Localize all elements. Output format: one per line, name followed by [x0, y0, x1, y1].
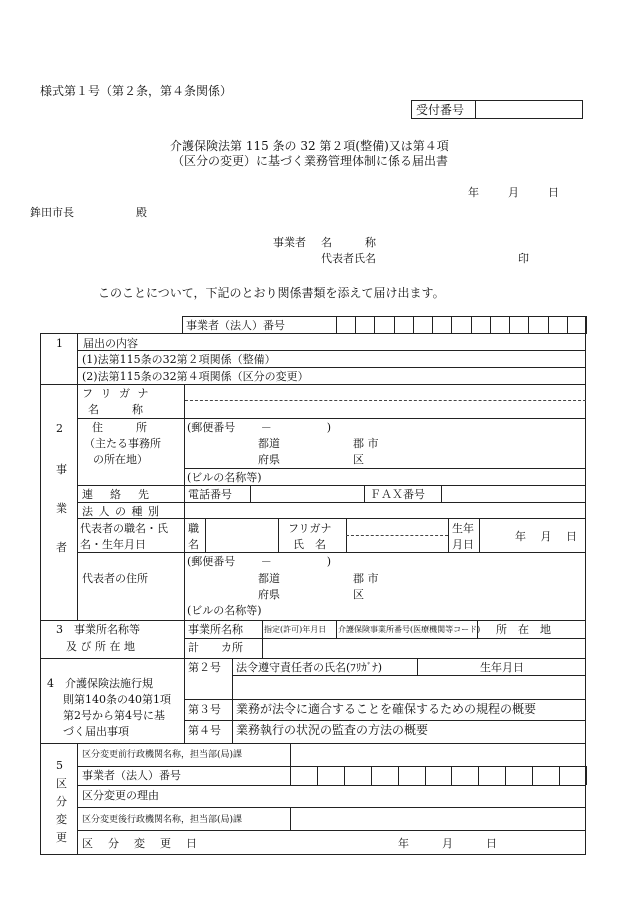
s5-number: 5	[56, 759, 63, 772]
corp-number-digit-cell[interactable]	[433, 317, 450, 333]
postal-code: (郵便番号 － )	[187, 421, 332, 434]
corp-number-digit-cell[interactable]	[375, 317, 392, 333]
corp-type-field[interactable]	[186, 503, 584, 517]
corp-number-cell-divider	[586, 316, 587, 334]
furigana-field[interactable]	[186, 386, 584, 399]
shoku-divider	[205, 518, 206, 552]
fax-label: ＦＡＸ番号	[370, 488, 425, 501]
company-name-field[interactable]	[186, 402, 584, 416]
designation-date-label: 指定(許可)年月日	[264, 625, 327, 634]
s5-corp-number-digit-cell[interactable]	[452, 767, 477, 784]
s5-vertical-3: 変	[56, 813, 67, 826]
prev-agency-field[interactable]	[292, 745, 584, 764]
form-number-label: 様式第１号（第２条，第４条関係）	[40, 84, 233, 98]
s1-line-1	[77, 350, 586, 351]
title-line-2: （区分の変更）に基づく業務管理体制に係る届出書	[172, 154, 449, 168]
reason-field[interactable]	[186, 787, 584, 805]
reason-label: 区分変更の理由	[82, 789, 159, 802]
todo-label: 都道	[258, 437, 280, 450]
s5-vertical-4: 更	[56, 831, 67, 844]
corp-number-digit-cell[interactable]	[414, 317, 431, 333]
rep-postal-code: (郵便番号 － )	[187, 555, 332, 568]
office-number-label: 介護保険事業所番号(医療機関等コード)	[338, 625, 481, 634]
next-agency-field[interactable]	[292, 809, 584, 828]
fax-divider-left	[364, 485, 365, 502]
art2-birth-label: 生年月日	[480, 661, 524, 674]
art3-text: 業務が法令に適合することを確保するための規程の概要	[236, 702, 537, 716]
s5-corp-number-label: 事業者（法人）番号	[82, 769, 181, 782]
s4-label-4: づく届出事項	[63, 725, 129, 738]
s3-label-2: 及 び 所 在 地	[66, 640, 135, 653]
s3-mid-line	[184, 638, 586, 639]
rep-address-label: 代表者の住所	[82, 572, 148, 585]
address-label: 住 所	[92, 421, 147, 434]
s5-corp-number-digit-cell[interactable]	[372, 767, 397, 784]
phone-divider	[250, 485, 251, 502]
corp-type-label: 法 人 の 種 別	[82, 505, 160, 518]
birth-label-2: 月日	[452, 538, 474, 551]
corp-number-label: 事業者（法人）番号	[186, 319, 285, 332]
birth-value-divider	[479, 518, 480, 552]
art4-label: 第４号	[188, 724, 221, 737]
furigana-label: フ リ ガ ナ	[82, 387, 151, 400]
intro-text: このことについて，下記のとおり関係書類を添えて届け出ます。	[98, 286, 445, 300]
s1-line-2	[77, 367, 586, 368]
rep-ku-label: 区	[353, 588, 364, 601]
corp-number-digit-cell[interactable]	[337, 317, 354, 333]
s5-corp-number-digit-cell[interactable]	[506, 767, 531, 784]
art3-bottom	[184, 720, 586, 721]
applicant-label: 事業者	[273, 236, 306, 249]
next-agency-label: 区分変更後行政機関名称，担当部(局)課	[82, 815, 243, 825]
ku-label: 区	[353, 453, 364, 466]
rep-shimei-label: 氏 名	[293, 538, 326, 551]
s3-label-1: 3 事業所名称等	[56, 623, 140, 636]
applicant-name-label: 名 称	[321, 236, 376, 249]
rep-title-divider	[278, 518, 279, 552]
s5-corp-number-digit-cell[interactable]	[479, 767, 504, 784]
corp-number-digit-cell[interactable]	[491, 317, 508, 333]
representative-name-label: 代表者氏名	[321, 252, 376, 265]
location-label: 所 在 地	[496, 623, 551, 636]
rep-gun-shi-label: 郡 市	[353, 572, 379, 585]
s5-corp-number-cell-divider	[586, 766, 587, 785]
corp-number-digit-cell[interactable]	[472, 317, 489, 333]
corp-number-digit-cell[interactable]	[452, 317, 469, 333]
phone-field[interactable]	[252, 486, 362, 501]
art2-text: 法令遵守責任者の氏名(ﾌﾘｶﾞﾅ)	[236, 661, 383, 674]
s2-vertical-2: 業	[56, 502, 67, 515]
title-line-1: 介護保険法第 115 条の 32 第２項(整備)又は第４項	[170, 139, 449, 153]
s4-label-3: 第2号から第4号に基	[63, 709, 165, 722]
corp-type-bottom	[77, 518, 586, 519]
s5-corp-number-digit-cell[interactable]	[345, 767, 370, 784]
s5-corp-number-digit-cell[interactable]	[291, 767, 316, 784]
s5-left-divider	[77, 743, 78, 855]
reason-bottom	[77, 807, 586, 808]
corp-number-digit-cell[interactable]	[356, 317, 373, 333]
fax-field[interactable]	[443, 486, 585, 501]
total-label: 計 カ所	[188, 641, 243, 654]
total-divider	[262, 638, 263, 658]
s4-divider	[184, 658, 185, 743]
fuken-label: 府県	[258, 453, 280, 466]
birth-divider	[448, 518, 449, 552]
art2-bottom	[184, 699, 586, 700]
rep-title-label-2: 名・生年月日	[80, 538, 146, 551]
birth-label-1: 生年	[452, 522, 474, 535]
next-agency-bottom	[77, 830, 586, 831]
art4-text: 業務執行の状況の監査の方法の概要	[236, 723, 429, 737]
compliance-officer-field[interactable]	[234, 677, 584, 697]
s1-left-divider	[77, 333, 78, 385]
name-bottom	[77, 418, 586, 419]
art2-mid-line	[232, 675, 586, 676]
s1-number: 1	[56, 337, 63, 350]
office-number-divider	[477, 620, 478, 638]
rep-furigana-label: フリガナ	[288, 522, 332, 535]
s4-label-1: 4 介護保険法施行規	[47, 677, 153, 690]
corp-number-digit-cell[interactable]	[549, 317, 566, 333]
s2-number: 2	[56, 422, 63, 435]
rep-building-label: (ビルの名称等)	[187, 604, 262, 617]
office-name-divider	[262, 620, 263, 638]
furigana-dash	[185, 400, 586, 401]
birth-ymd: 年 月 日	[515, 530, 577, 543]
s2-bottom	[40, 620, 586, 621]
s4-label-2: 則第140条の40第1項	[63, 693, 171, 706]
date-day: 日	[548, 186, 559, 199]
receipt-number-label: 受付番号	[416, 103, 465, 117]
rep-title-label-1: 代表者の職名・氏	[80, 522, 168, 535]
corp-number-digit-cell[interactable]	[529, 317, 546, 333]
address-sub-1: （主たる事務所	[84, 437, 161, 450]
art2-divider	[417, 658, 418, 675]
date-month: 月	[508, 186, 519, 199]
designation-divider	[336, 620, 337, 638]
contact-label: 連 絡 先	[82, 488, 152, 501]
s5-vertical-2: 分	[56, 795, 67, 808]
s2-vertical-1: 事	[56, 463, 67, 476]
gun-shi-label: 郡 市	[353, 437, 379, 450]
s5-corp-bottom	[77, 785, 586, 786]
change-date-ymd: 年 月 日	[398, 837, 497, 850]
change-date-label: 区 分 変 更 日	[82, 837, 199, 850]
address-sub-2: の所在地）	[93, 453, 148, 466]
s5-corp-number-digit-cell[interactable]	[560, 767, 585, 784]
s5-vertical-1: 区	[56, 777, 67, 790]
s5-corp-number-digit-cell[interactable]	[399, 767, 424, 784]
s5-corp-number-digit-cell[interactable]	[318, 767, 343, 784]
s5-corp-number-digit-cell[interactable]	[426, 767, 451, 784]
name-label: 名 称	[88, 403, 143, 416]
shoku-label: 職	[188, 522, 199, 535]
mei-label: 名	[188, 538, 199, 551]
prev-agency-label: 区分変更前行政機関名称，担当部(局)課	[82, 750, 243, 760]
corp-number-digit-cell[interactable]	[568, 317, 585, 333]
rep-bottom	[77, 552, 586, 553]
s1-item-1: (1)法第115条の32第２項関係（整備）	[82, 353, 276, 366]
seal-mark: 印	[518, 252, 529, 265]
date-year: 年	[468, 186, 479, 199]
corp-number-digit-cell[interactable]	[395, 317, 412, 333]
s1-bottom	[40, 384, 586, 385]
phone-label: 電話番号	[188, 488, 232, 501]
corp-number-digit-cell[interactable]	[510, 317, 527, 333]
s2-vertical-3: 者	[56, 541, 67, 554]
addressee: 鉾田市長	[30, 206, 74, 219]
s3-bottom	[40, 658, 586, 659]
honorific: 殿	[136, 206, 147, 219]
s3-divider	[184, 620, 185, 658]
s4-bottom	[40, 743, 586, 744]
fax-divider-right	[441, 485, 442, 502]
address-line	[184, 468, 586, 469]
s1-item-2: (2)法第115条の32第４項関係（区分の変更）	[82, 370, 309, 383]
s4-article-divider	[232, 658, 233, 743]
office-name-label: 事業所名称	[188, 623, 243, 636]
next-agency-divider	[290, 807, 291, 830]
rep-todo-label: 都道	[258, 572, 280, 585]
art3-label: 第３号	[188, 703, 221, 716]
receipt-number-field[interactable]	[476, 101, 582, 118]
art2-label: 第２号	[188, 661, 221, 674]
s1-title: 届出の内容	[83, 337, 138, 350]
rep-fuken-label: 府県	[258, 588, 280, 601]
building-label: (ビルの名称等)	[187, 471, 262, 484]
rep-furigana-dash	[346, 535, 448, 536]
s5-corp-number-digit-cell[interactable]	[533, 767, 558, 784]
prev-agency-divider	[290, 743, 291, 766]
